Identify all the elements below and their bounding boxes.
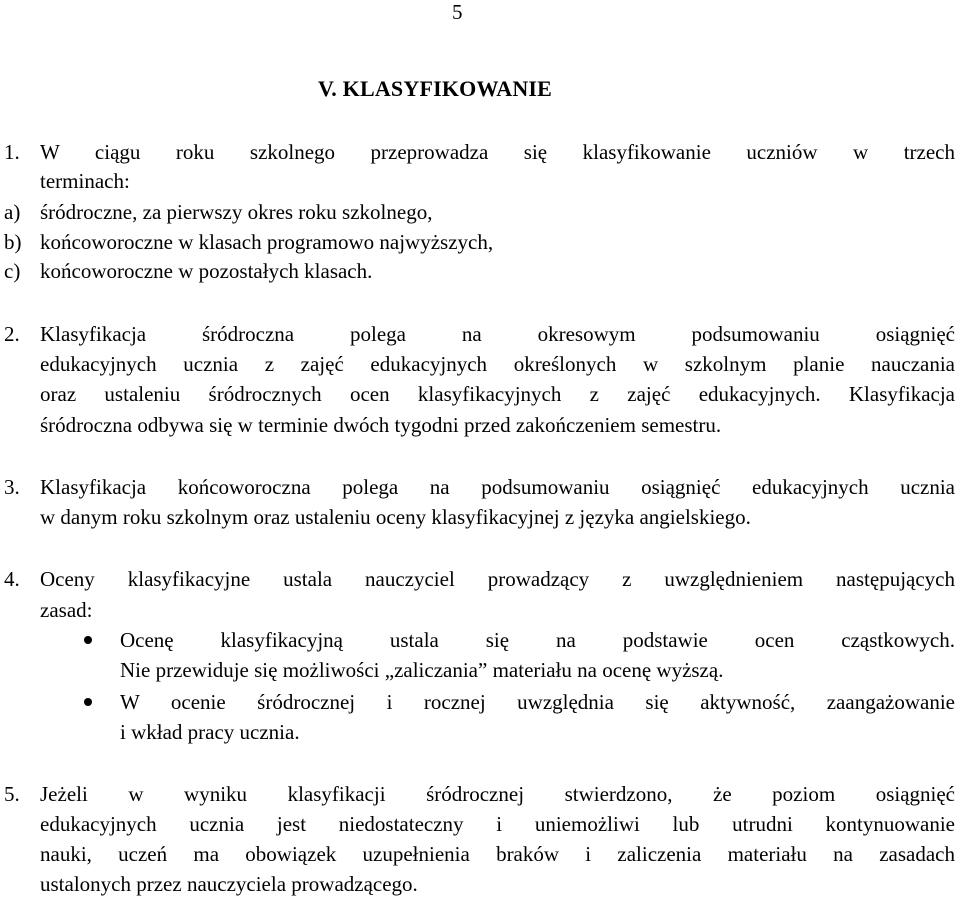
bullet-icon <box>84 636 92 644</box>
bullet-2-line-2: i wkład pracy ucznia. <box>120 720 300 744</box>
section-5-line-4: ustalonych przez nauczyciela prowadzącego. <box>40 872 418 896</box>
section-3-number: 3. <box>4 475 20 499</box>
section-4-line-2: zasad: <box>40 598 93 622</box>
bullet-icon <box>84 698 92 706</box>
section-3-line-2: w danym roku szkolnym oraz ustaleniu oceny klasyfikacyjnej z języka angielskiego. <box>40 505 751 529</box>
section-2-line-3: oraz ustaleniu śródrocznych ocen klasyfikacyjnych z zajęć edukacyjnych. Klasyfikacja <box>40 382 955 406</box>
section-2-line-4: śródroczna odbywa się w terminie dwóch tygodni przed zakończeniem semestru. <box>40 413 722 437</box>
list-item-c-mark: c) <box>4 259 21 283</box>
section-2-number: 2. <box>4 322 20 346</box>
list-item-c-text: końcoworoczne w pozostałych klasach. <box>40 259 373 283</box>
section-2-line-1: Klasyfikacja śródroczna polega na okresowym podsumowaniu osiągnięć <box>40 322 955 346</box>
section-5-line-2: edukacyjnych ucznia jest niedostateczny i uniemożliwi lub utrudni kontynuowanie <box>40 812 955 836</box>
section-5-line-1: Jeżeli w wyniku klasyfikacji śródrocznej stwierdzono, że poziom osiągnięć <box>40 782 955 806</box>
section-2-line-2: edukacyjnych ucznia z zajęć edukacyjnych określonych w szkolnym planie nauczania <box>40 352 955 376</box>
page-number: 5 <box>452 0 463 24</box>
bullet-1-line-1: Ocenę klasyfikacyjną ustala się na podstawie ocen cząstkowych. <box>120 628 955 652</box>
list-item-b-text: końcoworoczne w klasach programowo najwyższych, <box>40 230 494 254</box>
list-item-b-mark: b) <box>4 230 22 254</box>
section-heading: V. KLASYFIKOWANIE <box>318 76 553 101</box>
section-5-line-3: nauki, uczeń ma obowiązek uzupełnienia braków i zaliczenia materiału na zasadach <box>40 842 955 866</box>
list-item-a-text: śródroczne, za pierwszy okres roku szkolnego, <box>40 200 433 224</box>
section-4-number: 4. <box>4 567 20 591</box>
bullet-1-line-2: Nie przewiduje się możliwości „zaliczania” materiału na ocenę wyższą. <box>120 658 724 682</box>
section-1-number: 1. <box>4 140 20 164</box>
section-1-line-1: W ciągu roku szkolnego przeprowadza się klasyfikowanie uczniów w trzech <box>40 140 955 164</box>
section-4-line-1: Oceny klasyfikacyjne ustala nauczyciel prowadzący z uwzględnieniem następujących <box>40 567 955 591</box>
bullet-2-line-1: W ocenie śródrocznej i rocznej uwzględnia się aktywność, zaangażowanie <box>120 690 955 714</box>
list-item-a-mark: a) <box>4 200 21 224</box>
section-1-line-2: terminach: <box>40 169 130 193</box>
section-3-line-1: Klasyfikacja końcoworoczna polega na podsumowaniu osiągnięć edukacyjnych ucznia <box>40 475 955 499</box>
section-5-number: 5. <box>4 782 20 806</box>
